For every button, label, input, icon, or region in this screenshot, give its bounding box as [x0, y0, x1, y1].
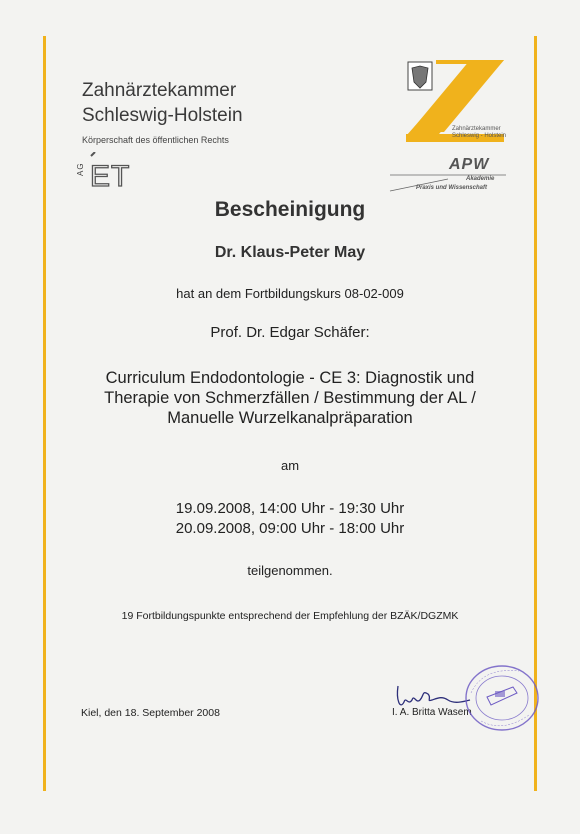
course-topic	[46, 368, 534, 428]
apw-subtitle-1: Akademie	[466, 176, 495, 182]
issuer-region: Schleswig-Holstein	[82, 105, 243, 126]
document-title: Bescheinigung	[214, 198, 366, 221]
ag-et-mark: ET	[90, 160, 131, 190]
topic-line: Manuelle Wurzelkanalpräparation	[167, 409, 413, 427]
official-stamp	[463, 663, 541, 733]
ag-et-logo	[74, 152, 138, 190]
ag-et-tick	[91, 152, 95, 156]
crest-caption	[452, 126, 506, 140]
ag-et-prefix: AG	[76, 162, 85, 176]
topic-line: Curriculum Endodontologie - CE 3: Diagnostik und	[105, 369, 475, 387]
course-date-2: 20.09.2008, 09:00 Uhr - 18:00 Uhr	[175, 520, 405, 537]
apw-subtitle-2: Praxis und Wissenschaft	[416, 185, 487, 191]
am-label: am	[280, 458, 300, 473]
apw-title: APW	[449, 156, 490, 173]
course-line: hat an dem Fortbildungskurs 08-02-009	[176, 286, 404, 301]
issuer-name: Zahnärztekammer	[82, 80, 237, 101]
participation-statement: teilgenommen.	[247, 563, 333, 578]
lecturer: Prof. Dr. Edgar Schäfer:	[210, 324, 370, 341]
signatory: I. A. Britta Wasem	[392, 707, 472, 718]
crest-caption-line1: Zahnärztekammer	[452, 126, 501, 132]
course-date-1: 19.09.2008, 14:00 Uhr - 19:30 Uhr	[175, 500, 405, 517]
crest-caption-line2: Schleswig - Holstein	[452, 133, 507, 139]
issuer-legal-form: Körperschaft des öffentlichen Rechts	[82, 135, 229, 145]
training-points: 19 Fortbildungspunkte entsprechend der Empfehlung der BZÄK/DGZMK	[121, 610, 459, 622]
place-and-date: Kiel, den 18. September 2008	[81, 707, 220, 719]
recipient-name: Dr. Klaus-Peter May	[214, 244, 366, 261]
topic-line: Therapie von Schmerzfällen / Bestimmung der AL /	[104, 389, 476, 407]
